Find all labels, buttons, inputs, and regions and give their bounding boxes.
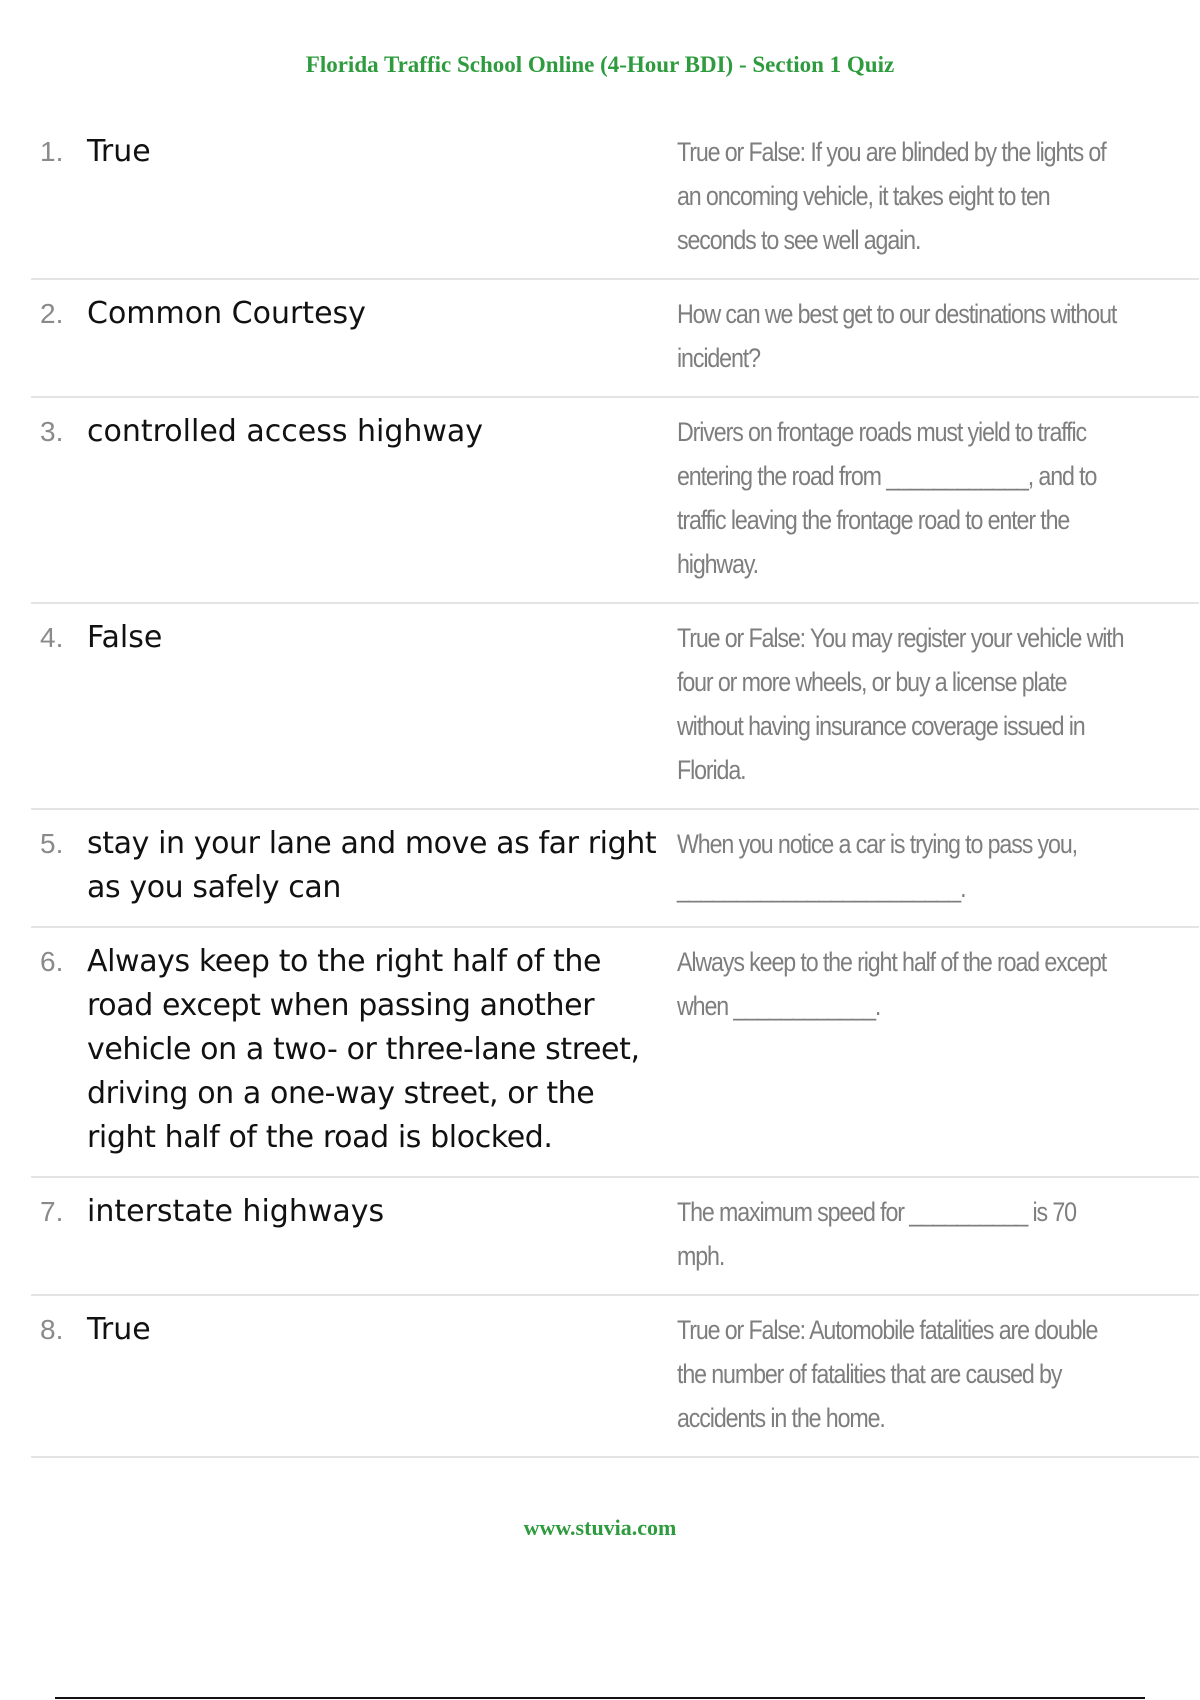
footer-url: www.stuvia.com bbox=[523, 1515, 677, 1540]
item-number: 1. bbox=[40, 136, 64, 167]
list-item bbox=[31, 810, 1199, 928]
item-number: 6. bbox=[40, 946, 64, 977]
bottom-divider bbox=[55, 1697, 1145, 1699]
quiz-list bbox=[31, 118, 1199, 1458]
item-term: controlled access highway bbox=[87, 414, 484, 449]
item-definition: True or False: If you are blinded by the lights of an oncoming vehicle, it takes eight to ten seconds to see well again. bbox=[677, 137, 1106, 255]
item-term: False bbox=[87, 620, 163, 655]
item-definition: Always keep to the right half of the road except when ____________. bbox=[677, 947, 1107, 1021]
item-number: 4. bbox=[40, 622, 64, 653]
list-item bbox=[31, 280, 1199, 398]
item-number: 3. bbox=[40, 416, 64, 447]
item-definition: When you notice a car is trying to pass you, ________________________. bbox=[677, 829, 1077, 903]
item-term: stay in your lane and move as far right as you safely can bbox=[87, 826, 657, 905]
item-number: 8. bbox=[40, 1314, 64, 1345]
item-definition: The maximum speed for __________ is 70 mph. bbox=[677, 1197, 1076, 1271]
item-number: 7. bbox=[40, 1196, 64, 1227]
item-definition: True or False: Automobile fatalities are double the number of fatalities that are caused by accidents in the home. bbox=[677, 1315, 1098, 1433]
list-item bbox=[31, 1178, 1199, 1296]
item-term: interstate highways bbox=[87, 1194, 385, 1229]
list-item bbox=[31, 398, 1199, 604]
item-definition: How can we best get to our destinations without incident? bbox=[677, 299, 1117, 373]
list-item bbox=[31, 928, 1199, 1178]
list-item bbox=[31, 118, 1199, 280]
page-title: Florida Traffic School Online (4-Hour BDI) - Section 1 Quiz bbox=[305, 52, 895, 77]
item-term: Always keep to the right half of the road except when passing another vehicle on a two- or three-lane street, driving on a one-way street, or the right half of the road is blocked. bbox=[87, 944, 640, 1155]
item-term: Common Courtesy bbox=[87, 296, 366, 331]
item-term: True bbox=[87, 1312, 151, 1347]
item-definition: Drivers on frontage roads must yield to traffic entering the road from ____________, and to traffic leaving the frontage road to enter the highway. bbox=[677, 417, 1097, 579]
list-item bbox=[31, 1296, 1199, 1458]
item-number: 5. bbox=[40, 828, 64, 859]
list-item bbox=[31, 604, 1199, 810]
item-number: 2. bbox=[40, 298, 64, 329]
item-definition: True or False: You may register your vehicle with four or more wheels, or buy a license plate without having insurance coverage issued in Florida. bbox=[677, 623, 1124, 785]
item-term: True bbox=[87, 134, 151, 169]
